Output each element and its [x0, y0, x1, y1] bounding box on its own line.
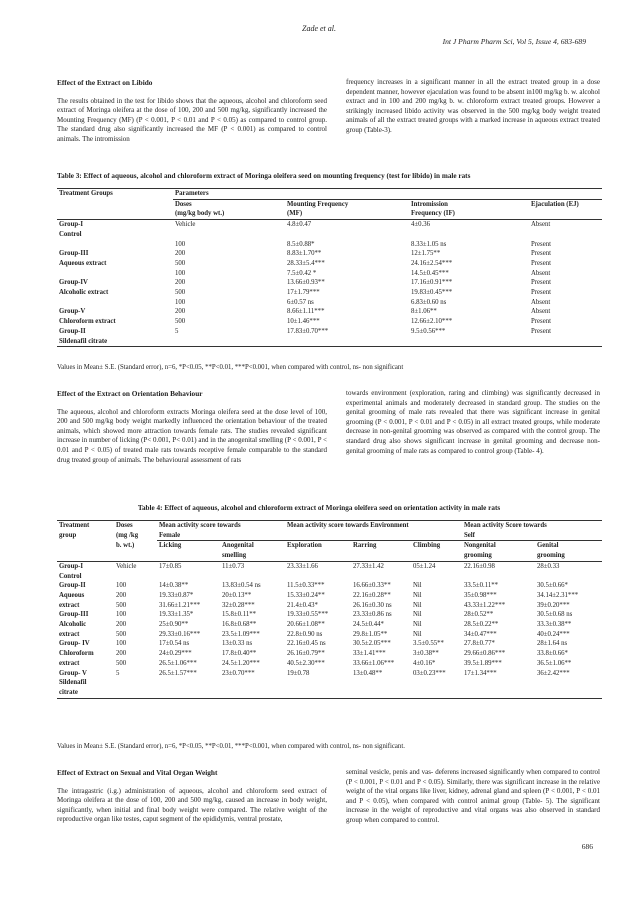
table3-row	[57, 220, 602, 230]
table3-col-dose: Doses	[175, 200, 192, 208]
table3-cell-ej: Present	[531, 289, 552, 297]
table4-cell-climb	[411, 688, 462, 698]
table4-cell-group: Sildenafil	[59, 679, 87, 687]
running-header-authors: Zade et al.	[302, 24, 336, 33]
table4-cell-anog: 20±0.13**	[222, 591, 252, 599]
table4-cell-lick: 25±0.90**	[159, 621, 189, 629]
table3-row	[57, 327, 602, 337]
table3-cell-dose	[173, 230, 285, 240]
table4-cell-lick: 24±0.29***	[159, 650, 192, 658]
table4-cell-expl: 21.4±0.43*	[287, 601, 318, 609]
paragraph: The aqueous, alcohol and chloroform extracts Moringa oleifera seed at the dose level of 100, 200 and 500 mg/kg body weight markedly influenced the orientation behaviour of the treated animals, which showed more attraction towards female rats. The studies revealed significant increase in number of licking (P< 0.001, P< 0.01) and in the anogenital smelling (P < 0.001, P < 0.01 and P < 0.05) of treated male rats towards receptive female comparable to the standard drug treated group of animals. The behavioural assessment of rats	[57, 407, 327, 464]
table3-row	[57, 298, 602, 308]
table4-cell-expl: 19.33±0.55***	[287, 611, 329, 619]
table4-sub-anogenital2: smelling	[220, 551, 285, 561]
table4-header-self: Mean activity Score towards	[462, 521, 602, 531]
table4-cell-expl: 11.5±0.33***	[287, 582, 325, 590]
table4-row	[57, 601, 602, 611]
table3-caption: Table 3: Effect of aqueous, alcohol and chloroform extract of Moringa oleifera seed on mounting frequency (test for libido) in male rats	[57, 172, 471, 180]
table3-cell-if: 8.33±1.05 ns	[411, 240, 447, 248]
table4-cell-anog	[220, 572, 285, 582]
table3-cell-if: 17.16±0.91***	[411, 279, 453, 287]
table4-cell-group: Group- V	[59, 669, 87, 677]
table4-row	[57, 572, 602, 582]
table4-header-group: group	[59, 531, 77, 539]
section-orientation-left	[57, 389, 327, 465]
table4-cell-lick	[157, 688, 220, 698]
table3-cell-if: 9.5±0.56***	[411, 327, 446, 335]
table4-row	[57, 649, 602, 659]
section-title-organ-weight: Effect of Extract on Sexual and Vital Organ Weight	[57, 768, 218, 777]
table3-cell-mf	[285, 230, 409, 240]
table4-cell-climb: Nil	[413, 621, 422, 629]
table4-caption: Table 4: Effect of aqueous, alcohol and chloroform extract of Moringa oleifera seed on orientation activity in male rats	[137, 504, 501, 512]
section-libido-right	[346, 78, 600, 136]
table3-cell-if: 24.16±2.54***	[411, 259, 453, 267]
table3-cell-if	[409, 230, 529, 240]
table3-cell-mf: 4.8±0.47	[287, 221, 312, 229]
table4-cell-dose: 100	[116, 640, 127, 648]
table3-cell-group: Sildenafil citrate	[57, 337, 173, 347]
table3-row	[57, 307, 602, 317]
table4-cell-dose: 200	[116, 621, 127, 629]
table3-row	[57, 240, 602, 250]
table3-cell-dose: 200	[175, 279, 186, 287]
table4-cell-group: Group-I	[59, 562, 84, 570]
table4-sub-exploration: Exploration	[287, 542, 322, 550]
table3-cell-if: 8±1.06**	[411, 308, 437, 316]
table4-cell-gen: 36.5±1.06**	[537, 659, 572, 667]
table4-cell-gen: 30.5±0.66*	[537, 582, 568, 590]
table4-cell-lick	[157, 572, 220, 582]
table4-cell-rar: 26.16±0.30 ns	[353, 601, 392, 609]
table4-sub-anogenital: Anogenital	[222, 542, 254, 550]
table4-sub-nongenital2: grooming	[462, 551, 535, 561]
table3-col-if-abbr: Frequency (IF)	[409, 209, 529, 219]
table4-cell-lick	[157, 678, 220, 688]
table3-col-dose-unit: (mg/kg body wt.)	[173, 209, 285, 219]
table3-row	[57, 269, 602, 279]
table3-cell-mf: 6±0.57 ns	[287, 298, 314, 306]
table4-cell-anog: 13.83±0.54 ns	[222, 582, 261, 590]
table4-cell-climb: 3±0.38**	[413, 650, 439, 658]
table4-cell-climb: Nil	[413, 582, 422, 590]
table4-cell-gen: 30.5±0.68 ns	[537, 611, 573, 619]
table4-cell-anog: 32±0.28***	[222, 601, 255, 609]
table3-cell-dose: 100	[175, 269, 186, 277]
table3-cell-ej: Present	[531, 327, 552, 335]
table4-cell-dose	[114, 678, 157, 688]
table3-row	[57, 288, 602, 298]
section-title-libido: Effect of the Extract on Libido	[57, 78, 153, 87]
table4-cell-gen: 34.14±2.31***	[537, 591, 579, 599]
table3-cell-dose: 100	[175, 298, 186, 306]
table3-cell-dose: 200	[175, 308, 186, 316]
table4-cell-lick: 29.33±0.16***	[159, 630, 201, 638]
paragraph: The results obtained in the test for libido shows that the aqueous, alcohol and chloroform seed extract of Moringa oleifera at the dose of 100, 200 and 500 mg/kg, significantly increased the Mounting Frequency (MF) (P < 0.001, P < 0.01 and P < 0.05) as compared to control group. The standard drug also significantly increased the MF (P < 0.001) as compared to control animals. The intromission	[57, 96, 327, 143]
table4-row	[57, 610, 602, 620]
table4-cell-anog: 17.8±0.40**	[222, 650, 257, 658]
table4-cell-rar: 33±1.41***	[353, 650, 386, 658]
table4-cell-nongen: 35±0.98***	[464, 591, 497, 599]
table4-cell-group: Group-III	[59, 611, 89, 619]
table3-cell-mf: 8.5±0.88*	[287, 240, 315, 248]
table4-header-female2: Female	[157, 531, 285, 541]
table4-cell-dose: 500	[116, 601, 127, 609]
table4-cell-group: Aqueous	[59, 591, 85, 599]
table3-cell-dose: 100	[175, 240, 186, 248]
table4-cell-lick: 31.66±1.21***	[159, 601, 201, 609]
table3-cell-if: 14.5±0.45***	[411, 269, 449, 277]
table4-row	[57, 620, 602, 630]
table4-cell-nongen	[462, 678, 535, 688]
table4-cell-group: Group-II	[59, 582, 86, 590]
page-number: 686	[581, 842, 593, 851]
table4-row	[57, 591, 602, 601]
table4-cell-rar: 23.33±0.86 ns	[353, 611, 392, 619]
table3-cell-ej: Present	[531, 250, 552, 258]
table4-cell-group: Group- IV	[59, 640, 90, 648]
table4-cell-climb: Nil	[413, 591, 422, 599]
table4-header-self2: Self	[462, 531, 602, 541]
table3-cell-ej	[529, 337, 602, 347]
table4-header-female: Mean activity score towards	[157, 521, 285, 531]
table3-cell-mf: 28.33±5.4***	[287, 259, 325, 267]
table4-row	[57, 581, 602, 591]
table3-col-ej: Ejaculation (EJ)	[531, 200, 579, 208]
table4-note: Values in Mean± S.E. (Standard error), n=6, *P<0.05, **P<0.01, ***P<0.001, when compared with control, ns- non significant.	[57, 743, 405, 750]
table4-cell-climb: Nil	[413, 630, 422, 638]
table3-cell-group	[57, 240, 173, 250]
table4-cell-rar: 27.33±1.42	[353, 562, 384, 570]
table4-cell-climb: Nil	[413, 611, 422, 619]
table4-sub-licking: Licking	[159, 542, 182, 550]
table4-cell-climb: Nil	[413, 601, 422, 609]
table4-cell-nongen: 28.5±0.22**	[464, 621, 499, 629]
table4-cell-dose: 200	[116, 591, 127, 599]
table3-cell-group: Group-III	[59, 250, 89, 258]
table3-row	[57, 337, 602, 347]
table3-cell-dose: 5	[175, 327, 179, 335]
table4-cell-gen: 28±1.64 ns	[537, 640, 568, 648]
table4-cell-climb: 03±0.23***	[413, 669, 446, 677]
table3-cell-mf: 17.83±0.70***	[287, 327, 329, 335]
table4-header-doses-unit: (mg /kg	[116, 531, 139, 539]
table4-cell-gen: 28±0.33	[537, 562, 560, 570]
table4	[57, 520, 602, 699]
table4-cell-rar: 22.16±0.28**	[353, 591, 391, 599]
table4-cell-nongen: 39.5±1.89***	[464, 659, 502, 667]
table4-cell-expl	[285, 688, 351, 698]
table4-cell-anog	[220, 678, 285, 688]
table4-cell-nongen: 33.5±0.11**	[464, 582, 499, 590]
table4-cell-climb: 4±0.16*	[413, 659, 436, 667]
table3-row	[57, 249, 602, 259]
table3-cell-mf: 10±1.46***	[287, 318, 320, 326]
table4-cell-rar: 33.66±1.06***	[353, 659, 395, 667]
table3-cell-group	[57, 269, 173, 279]
table4-cell-anog: 16.8±0.68**	[222, 621, 257, 629]
table4-row	[57, 639, 602, 649]
table3-cell-mf	[285, 337, 409, 347]
table3-row	[57, 230, 602, 240]
table4-cell-nongen: 17±1.34***	[464, 669, 497, 677]
table4-cell-expl: 22.16±0.45 ns	[287, 640, 326, 648]
table3-cell-dose: Vehicle	[175, 221, 196, 229]
table4-cell-lick: 19.33±0.87*	[159, 591, 194, 599]
table4-cell-anog: 24.5±1.20***	[222, 659, 260, 667]
table3-cell-ej: Present	[531, 279, 552, 287]
table4-cell-anog	[220, 688, 285, 698]
table3-cell-ej: Absent	[531, 298, 551, 306]
table4-cell-group: citrate	[57, 688, 114, 698]
table3-row	[57, 278, 602, 288]
table4-cell-expl: 19±0.78	[287, 669, 310, 677]
table4-row	[57, 688, 602, 698]
table3-cell-mf: 8.66±1.11***	[287, 308, 325, 316]
table3-cell-group: Control	[59, 230, 82, 238]
section-organ-weight-left	[57, 768, 327, 825]
table4-cell-group: extract	[59, 630, 80, 638]
table3-note: Values in Mean± S.E. (Standard error), n=6, *P<0.05, **P<0.01, ***P<0.001, when compared with control, ns- non significant	[57, 364, 404, 371]
table4-cell-lick: 26.5±1.06***	[159, 659, 197, 667]
table4-cell-group: extract	[59, 601, 80, 609]
table3-cell-group: Group-I	[59, 221, 84, 229]
table4-cell-expl: 20.66±1.08**	[287, 621, 325, 629]
table4-cell-gen	[535, 678, 602, 688]
table4-cell-anog: 11±0.73	[222, 562, 245, 570]
paragraph: frequency increases in a significant manner in all the extract treated group in a dose dependent manner, however ejaculation was found to be absent in100 mg/kg b. w. alcohol extract and in 100 and 200 mg/kg b. w. chloroform extract treated groups. However a strikingly increased libido activity was observed in the 500 mg/kg body weight treated animals of all the extract treated groups with a marked increase in aqueous extract treated group (Table-3).	[346, 78, 600, 134]
section-libido-left	[57, 78, 327, 145]
table3-cell-ej: Present	[531, 259, 552, 267]
paragraph: seminal vesicle, penis and vas- deferens increased significantly when compared to control (P < 0.001, P < 0.01 and P < 0.05). Similarly, there was significant increase in the relative weight of the vital organs like liver, kidney, adrenal gland and spleen (P < 0.001, P < 0.01 and P < 0.05), when compared with control animal group (Table- 5). The significant increase in the weight of reproductive and vital organs was also observed in standard group when compared to control.	[346, 768, 600, 824]
table4-cell-nongen	[462, 688, 535, 698]
table3-cell-dose: 500	[175, 318, 186, 326]
table4-cell-group: Chloroform	[59, 650, 94, 658]
table4-cell-gen: 40±0.24***	[537, 630, 570, 638]
table3-cell-mf: 17±1.79***	[287, 289, 320, 297]
table4-cell-dose: 500	[116, 630, 127, 638]
table4-cell-nongen: 43.33±1.22***	[464, 601, 506, 609]
table3-col-if: Intromission	[411, 200, 448, 208]
section-title-orientation: Effect of the Extract on Orientation Behaviour	[57, 389, 203, 398]
table4-sub-climbing: Climbing	[413, 542, 441, 550]
table3-cell-if: 6.83±0.60 ns	[411, 298, 447, 306]
table3-cell-group: Group-IV	[59, 279, 88, 287]
table4-cell-expl: 23.33±1.66	[287, 562, 318, 570]
table4-cell-rar	[351, 688, 411, 698]
table4-row	[57, 561, 602, 571]
table4-cell-climb: 3.5±0.55**	[413, 640, 444, 648]
table4-cell-group: extract	[59, 659, 80, 667]
table3-cell-mf: 7.5±0.42 *	[287, 269, 317, 277]
table4-cell-nongen: 27.8±0.77*	[464, 640, 495, 648]
table4-sub-genital: Genital	[537, 542, 559, 550]
table4-row	[57, 678, 602, 688]
section-organ-weight-right	[346, 768, 600, 826]
table4-cell-rar	[351, 572, 411, 582]
table4-cell-rar	[351, 678, 411, 688]
table4-cell-nongen	[462, 572, 535, 582]
table4-sub-rarring: Rarring	[353, 542, 377, 550]
table3-cell-ej: Absent	[531, 269, 551, 277]
table3-col-mf: Mounting Frequency	[287, 200, 349, 208]
table3-cell-dose: 500	[175, 259, 186, 267]
table4-cell-dose: Vehicle	[116, 562, 137, 570]
table4-header-doses: Doses	[114, 521, 157, 531]
table3-row	[57, 317, 602, 327]
paragraph: The intragastric (i.g.) administration of aqueous, alcohol and chloroform seed extract of Moringa oleifera at the dose of 100, 200 and 500 mg/kg, caused an increase in body weight, significantly, when initial and final body weight were compared. The relative weight of the reproductive organ like testes, caput segment of the epididymis, ventral prostate,	[57, 786, 327, 824]
table4-cell-climb	[411, 572, 462, 582]
table4-sub-nongenital: Nongenital	[464, 542, 496, 550]
table4-cell-nongen: 28±0.52**	[464, 611, 494, 619]
table3-cell-group: Group-II	[59, 327, 86, 335]
table4-row	[57, 659, 602, 669]
table4-row	[57, 630, 602, 640]
table4-cell-group: Control	[59, 572, 82, 580]
table4-cell-rar: 13±0.48**	[353, 669, 383, 677]
table4-cell-climb: 05±1.24	[413, 562, 436, 570]
table4-cell-lick: 26.5±1.57***	[159, 669, 197, 677]
table3-cell-if: 4±0.36	[411, 221, 431, 229]
table4-cell-expl: 26.16±0.79**	[287, 650, 325, 658]
table4-cell-dose: 500	[116, 659, 127, 667]
table4-cell-lick: 17±0.85	[159, 562, 182, 570]
section-orientation-right	[346, 389, 600, 456]
table4-sub-genital2: grooming	[535, 551, 602, 561]
table4-cell-expl: 40.5±2.30***	[287, 659, 325, 667]
table4-cell-lick: 14±0.38**	[159, 582, 189, 590]
table4-cell-lick: 17±0.54 ns	[159, 640, 190, 648]
table4-row	[57, 669, 602, 679]
table3-row	[57, 259, 602, 269]
running-header-journal: Int J Pharm Pharm Sci, Vol 5, Issue 4, 683-689	[442, 37, 586, 46]
table3-header-parameters: Parameters	[173, 189, 602, 200]
table4-cell-anog: 13±0.33 ns	[222, 640, 253, 648]
table4-header-treatment: Treatment	[57, 521, 114, 531]
table3-cell-group: Aqueous extract	[59, 259, 107, 267]
table4-cell-rar: 24.5±0.44*	[353, 621, 384, 629]
table3-cell-group: Group-V	[59, 308, 86, 316]
table3-cell-mf: 13.66±0.93**	[287, 279, 325, 287]
table4-cell-anog: 23.5±1.09***	[222, 630, 260, 638]
table3-cell-mf: 8.83±1.70**	[287, 250, 322, 258]
table4-cell-gen: 33.8±0.66*	[537, 650, 568, 658]
table4-cell-climb	[411, 678, 462, 688]
paragraph: towards environment (exploration, raring and climbing) was significantly decreased in experimental animals and moderately decreased in standard group. The studies on the genital grooming of male rats revealed that there was significant increase in genital grooming (P < 0.001, P < 0.01 and P < 0.05) in all extract treated groups, while moderate decrease in non-genital grooming was observed as compared with the control group. The standard drug also shows significant increase in genital grooming and decrease non-genital grooming of male rats as compared to control group (Table- 4).	[346, 389, 600, 455]
table3-cell-dose: 200	[175, 250, 186, 258]
table4-cell-anog: 15.8±0.11**	[222, 611, 257, 619]
table3-col-mf-abbr: (MF)	[285, 209, 409, 219]
table3-cell-group: Chloroform extract	[59, 318, 116, 326]
table4-cell-dose: 200	[116, 650, 127, 658]
table4-cell-nongen: 34±0.47***	[464, 630, 497, 638]
table4-cell-dose: 100	[116, 611, 127, 619]
table4-cell-expl: 15.33±0.24**	[287, 591, 325, 599]
table4-cell-nongen: 22.16±0.98	[464, 562, 495, 570]
table3-cell-if: 12.66±2.10***	[411, 318, 453, 326]
table4-cell-gen: 39±0.20***	[537, 601, 570, 609]
table4-cell-gen: 33.3±0.38**	[537, 621, 572, 629]
table4-cell-gen	[535, 572, 602, 582]
table3-cell-ej: Absent	[531, 308, 551, 316]
table3	[57, 188, 602, 347]
table4-cell-group: Alcoholic	[59, 621, 87, 629]
table4-cell-rar: 29.8±1.05**	[353, 630, 388, 638]
table3-cell-ej: Absent	[531, 221, 551, 229]
table4-cell-expl	[285, 572, 351, 582]
table4-cell-rar: 30.5±2.05***	[353, 640, 391, 648]
table3-cell-ej: Present	[531, 318, 552, 326]
table4-cell-expl: 22.8±0.90 ns	[287, 630, 323, 638]
table3-cell-if: 12±1.75**	[411, 250, 441, 258]
table4-cell-dose: 5	[116, 669, 120, 677]
table3-cell-dose	[173, 337, 285, 347]
table3-cell-ej	[529, 230, 602, 240]
table3-header-group: Treatment Groups	[57, 189, 173, 200]
table4-header-doses-unit2: b. wt.)	[116, 541, 135, 549]
table4-cell-anog: 23±0.70***	[222, 669, 255, 677]
table4-cell-expl	[285, 678, 351, 688]
table4-cell-dose	[114, 688, 157, 698]
table4-cell-gen: 36±2.42***	[537, 669, 570, 677]
table3-cell-group	[57, 298, 173, 308]
table4-cell-dose: 100	[116, 582, 127, 590]
table3-cell-if: 19.83±0.45***	[411, 289, 453, 297]
table4-header-environment: Mean activity score towards Environment	[285, 521, 462, 531]
table4-cell-nongen: 29.66±0.86***	[464, 650, 506, 658]
table3-cell-if	[409, 337, 529, 347]
table3-cell-group: Alcoholic extract	[59, 289, 109, 297]
table4-cell-gen	[535, 688, 602, 698]
table3-cell-ej: Present	[531, 240, 552, 248]
table3-cell-dose: 500	[175, 289, 186, 297]
table4-cell-rar: 16.66±0.33**	[353, 582, 391, 590]
table4-cell-dose	[114, 572, 157, 582]
table4-cell-lick: 19.33±1.35*	[159, 611, 194, 619]
